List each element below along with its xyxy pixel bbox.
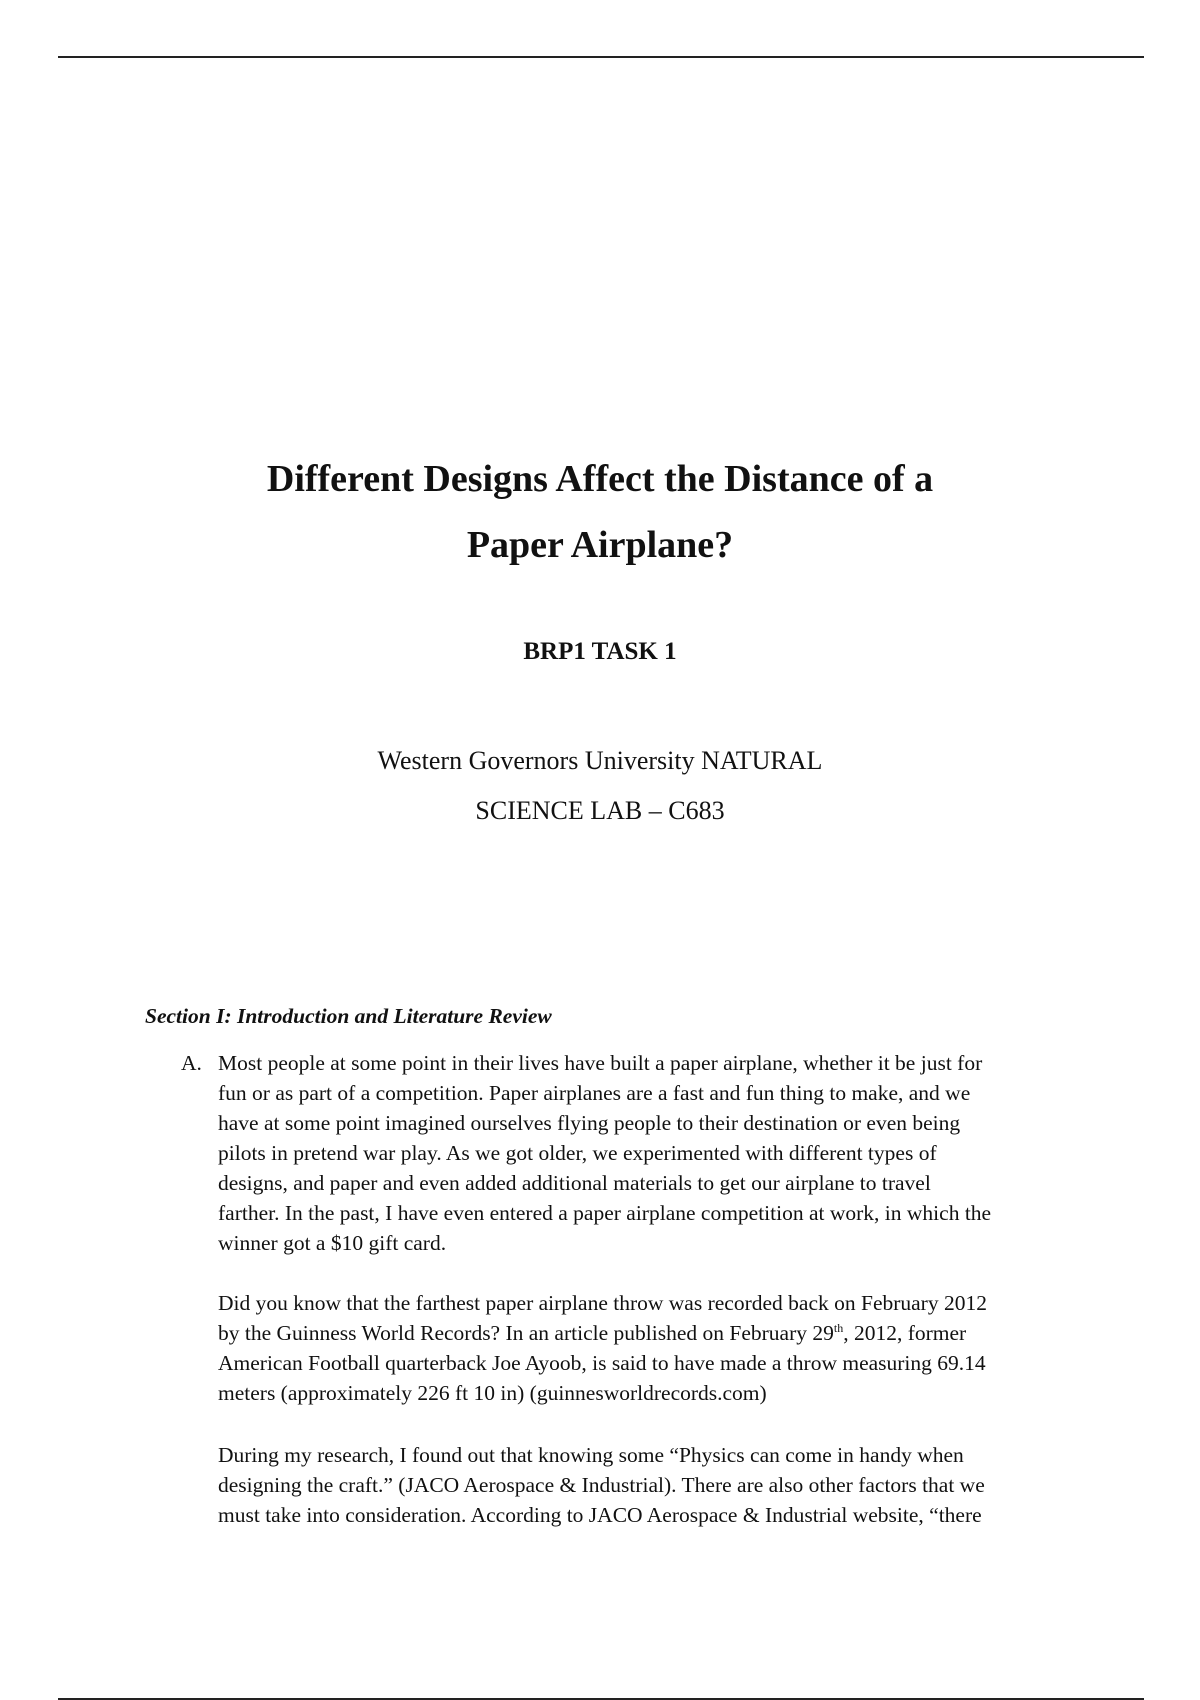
paragraph-line: have at some point imagined ourselves flying people to their destination or even being [218,1111,961,1135]
paragraph-record [218,1288,1118,1408]
paragraph-text: , 2012, former [843,1321,967,1345]
institution-block [0,736,1200,836]
paragraph-line: winner got a $10 gift card. [218,1231,447,1255]
paragraph-line: American Football quarterback Joe Ayoob, is said to have made a throw measuring 69.14 [218,1351,986,1375]
institution-line-1: Western Governors University NATURAL [377,746,823,775]
paragraph-line: designing the craft.” (JACO Aerospace & Industrial). There are also other factors that we [218,1473,985,1497]
paragraph-line: designs, and paper and even added additional materials to get our airplane to travel [218,1171,931,1195]
section-heading: Section I: Introduction and Literature Review [145,1004,552,1028]
paragraph-line: Did you know that the farthest paper airplane throw was recorded back on February 2012 [218,1291,987,1315]
paragraph-line: farther. In the past, I have even entered a paper airplane competition at work, in which the [218,1201,992,1225]
title-line-2: Paper Airplane? [466,524,734,566]
paragraph-line [218,1318,1118,1348]
list-marker: A. [181,1051,202,1075]
paragraph-intro [218,1048,1118,1258]
paragraph-research [218,1440,1118,1530]
paragraph-text: by the Guinness World Records? In an article published on February 29 [218,1321,834,1345]
header-rule [58,56,1144,58]
task-label: BRP1 TASK 1 [523,638,677,665]
ordinal-superscript: th [833,1320,844,1335]
paragraph-line: meters (approximately 226 ft 10 in) (guinnesworldrecords.com) [218,1381,767,1405]
paragraph-line: Most people at some point in their lives have built a paper airplane, whether it be just for [218,1051,983,1075]
paragraph-line: During my research, I found out that knowing some “Physics can come in handy when [218,1443,964,1467]
document-title [0,446,1200,578]
title-line-1: Different Designs Affect the Distance of a [266,458,934,500]
paragraph-line: pilots in pretend war play. As we got older, we experimented with different types of [218,1141,937,1165]
paragraph-line: must take into consideration. According to JACO Aerospace & Industrial website, “there [218,1503,982,1527]
paragraph-line: fun or as part of a competition. Paper airplanes are a fast and fun thing to make, and we [218,1081,971,1105]
institution-line-2: SCIENCE LAB – C683 [475,796,725,825]
